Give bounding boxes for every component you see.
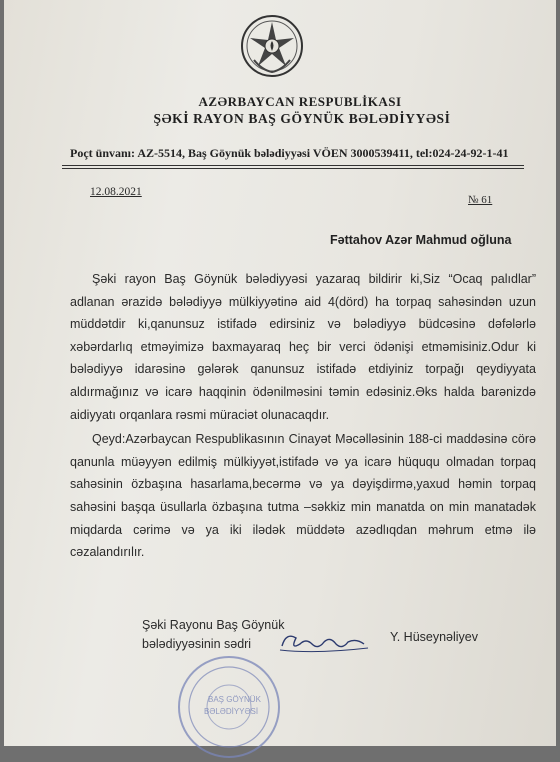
republic-heading: AZƏRBAYCAN RESPUBLİKASI xyxy=(198,94,402,109)
recipient: Fəttahov Azər Mahmud oğluna xyxy=(330,233,512,247)
header-rule-top xyxy=(62,165,524,166)
stamp-text-top: BAŞ GÖYNÜK xyxy=(208,695,261,704)
letter-date: 12.08.2021 xyxy=(90,186,142,198)
letter-number: № 61 xyxy=(468,194,493,206)
signatory-name: Y. Hüseynəliyev xyxy=(390,630,479,644)
address-line: Poçt ünvanı: AZ-5514, Baş Göynük bələdiyyəsi VÖEN 3000539411, tel:024-24-92-1-41 xyxy=(70,146,509,160)
signatory-title-line2: bələdiyyəsinin sədri xyxy=(142,637,252,651)
body-paragraph-1: Şəki rayon Baş Göynük bələdiyyəsi yazaraq bildirir ki,Siz “Ocaq palıdlar” adlanan ərazidə bələdiyyə mülkiyyətinə aid 4(dörd) ha torpaq sahəsindən uzun müddətdir ki,qanunsuz istifadə edirsiniz və bələdiyyə büdcəsinə dəfələrlə xəbərdarlıq etməyimizə baxmayaraq heç bir verci ödənişi etməmisiniz.Odur ki bələdiyyə idarəsinə gələrək qanunsuz istifadə etdiyiniz torpağı qeydiyyata aldırmağınız və icarə haqqinin ödənilməsini təmin edəsiniz.Əks halda barənizdə aidiyyatı orqanlara rəsmi müraciət olunacaqdır. xyxy=(70,272,536,422)
letter-body xyxy=(70,268,536,564)
header-rule-bottom xyxy=(62,168,524,169)
body-paragraph-2: Qeyd:Azərbaycan Respublikasının Cinayət Məcəlləsinin 188-ci maddəsinə cörə qanunla müəyyən edilmiş mülkiyyət,istifadə və ya icarə hüququ olmadan torpaq sahəsinin özbaşına hasarlama,becərmə və ya dəyişdirmə,yaxud həmin torpaq sahəsini başqa üsullarla özbaşına tutma –səkkiz min manatda on min manatadək miqdarda cərimə və ya iki ilədək müddətə azədlıqdan məhrum etmə ilə cəzalandırılır. xyxy=(70,432,536,560)
signatory-title-line1: Şəki Rayonu Baş Göynük xyxy=(142,618,285,632)
letter-paper xyxy=(4,0,556,746)
municipality-heading: ŞƏKİ RAYON BAŞ GÖYNÜK BƏLƏDİYYƏSİ xyxy=(153,111,451,126)
stamp-text-mid: BƏLƏDİYYƏSİ xyxy=(204,707,259,716)
handwritten-signature xyxy=(276,628,372,656)
azerbaijan-coat-of-arms-icon xyxy=(240,14,304,78)
